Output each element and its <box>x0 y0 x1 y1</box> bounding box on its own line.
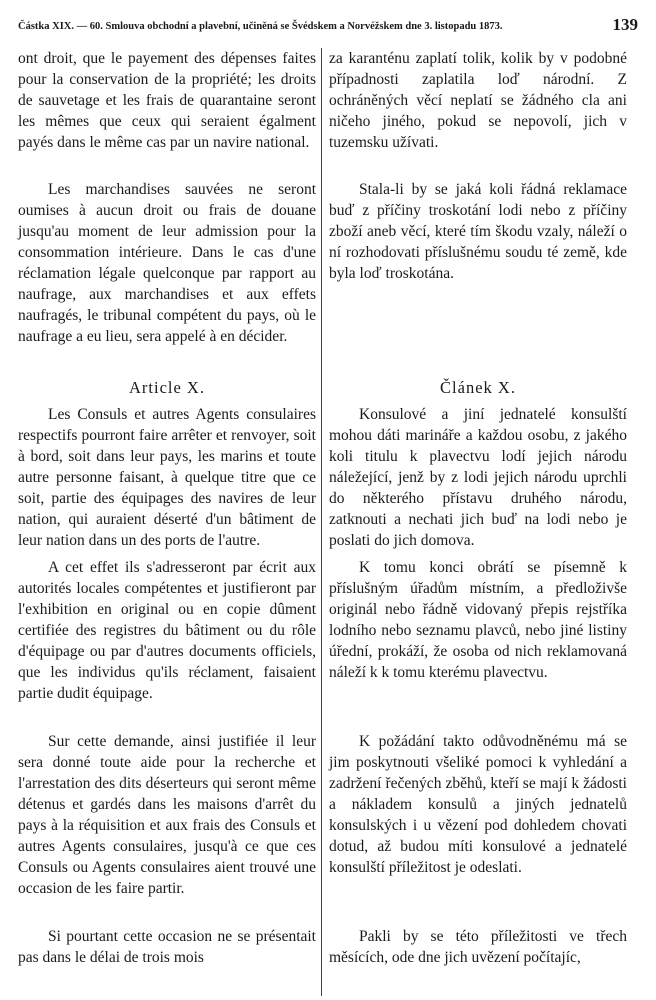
running-title: Částka XIX. — 60. Smlouva obchodní a plavební, učiněná se Švédskem a Norvéžskem dne 3. listopadu 1873. <box>18 21 503 32</box>
french-paragraph-1: ont droit, que le payement des dépenses faites pour la conservation de la propriété; les droits de sauvetage et les frais de quarantaine seront les mêmes que ceux qui seraient égalment payés dans le même cas par un navire national. <box>18 50 316 151</box>
running-header <box>18 14 638 40</box>
czech-paragraph-1: za karanténu zaplatí tolik, kolik by v podobné případnosti zaplatila loď národní. Z ochráněných věcí neplatí se žádného cla ani ničeho jiného, pokud se nepovolí, jich v tuzemsku užívati. <box>329 50 627 151</box>
czech-paragraph-3: Konsulové a jiní jednatelé konsulští mohou dáti marináře a každou osobu, z jakého koli titulu k plavectvu lodí jejich národu náležející, jenž by z lodi jejich národu uprchli do některého přístavu druhého národu, zatknouti a nechati jich buď na lodi nebo je poslati do jich domova. <box>329 406 627 549</box>
czech-paragraph-5: K požádání takto odůvodněnému má se jim poskytnouti všeliké pomoci k vyhledání a zadržení řečených zběhů, kteří se mají k žádosti a nákladem konsulů a jiných jednatelů konsulských i u vězení pod dohledem chovati dotud, až budou míti konsulové a jednatelé konsulští příležitost je odeslati. <box>329 733 627 876</box>
french-article-heading: Article X. <box>129 378 205 397</box>
czech-paragraph-6: Pakli by se této příležitosti ve třech měsících, ode dne jich uvězení počítajíc, <box>329 928 627 966</box>
column-divider <box>321 48 322 996</box>
french-paragraph-3: Les Consuls et autres Agents consulaires respectifs pourront faire arrêter et renvoyer, soit à bord, soit dans leur pays, les marins et toute autre personne faisant, à quelque titre que ce soit, partie des équipages des navires de leur nation, qui auraient déserté d'un bâtiment de leur nation dans un des ports de l'autre. <box>18 406 316 549</box>
french-paragraph-6: Si pourtant cette occasion ne se présentait pas dans le délai de trois mois <box>18 928 316 966</box>
page-number: 139 <box>612 15 638 34</box>
czech-column <box>329 48 627 968</box>
czech-paragraph-2: Stala-li by se jaká koli řádná reklamace buď z příčiny troskotání lodi nebo z příčiny zboží aneb věcí, které tím škodu vzaly, náleží o ní rozhodovati příslušnému soudu té země, kde byla loď troskotána. <box>329 181 627 282</box>
french-paragraph-2: Les marchandises sauvées ne seront oumises à aucun droit ou frais de douane jusqu'au moment de leur admission pour la consommation intérieure. Dans le cas d'une réclamation légale quelconque par rapport au naufrage, aux marchandises et aux effets naufragés, le tribunal compétent du pays, où le naufrage a eu lieu, sera appelé à en décider. <box>18 181 316 345</box>
french-paragraph-5: Sur cette demande, ainsi justifiée il leur sera donné toute aide pour la recherche et l'arrestation des dits déserteurs qui seront même détenus et gardés dans les maisons d'arrêt du pays à la réquisition et aux frais des Consuls et autres Agents consulaires, jusqu'à ce que ces Consuls ou Agents consulaires aient trouvé une occasion de les faire partir. <box>18 733 316 897</box>
french-column <box>18 48 316 968</box>
french-paragraph-4: A cet effet ils s'adresseront par écrit aux autorités locales compétentes et justifieront par l'exhibition en original ou en copie dûment certifiée des registres du bâtiment ou du rôle d'équipage ou par d'autres documents officiels, que les individus qu'ils réclament, faisaient partie dudit équipage. <box>18 559 316 702</box>
czech-paragraph-4: K tomu konci obrátí se písemně k příslušným úřadům místním, a předloživše originál nebo řádně vidovaný přepis rejstříka lodního nebo seznamu plavců, nebo jiné listiny úřední, prokáží, že osoba od nich reklamovaná náleží k k tomu kterému plavectvu. <box>329 559 627 681</box>
czech-article-heading: Článek X. <box>440 378 516 397</box>
